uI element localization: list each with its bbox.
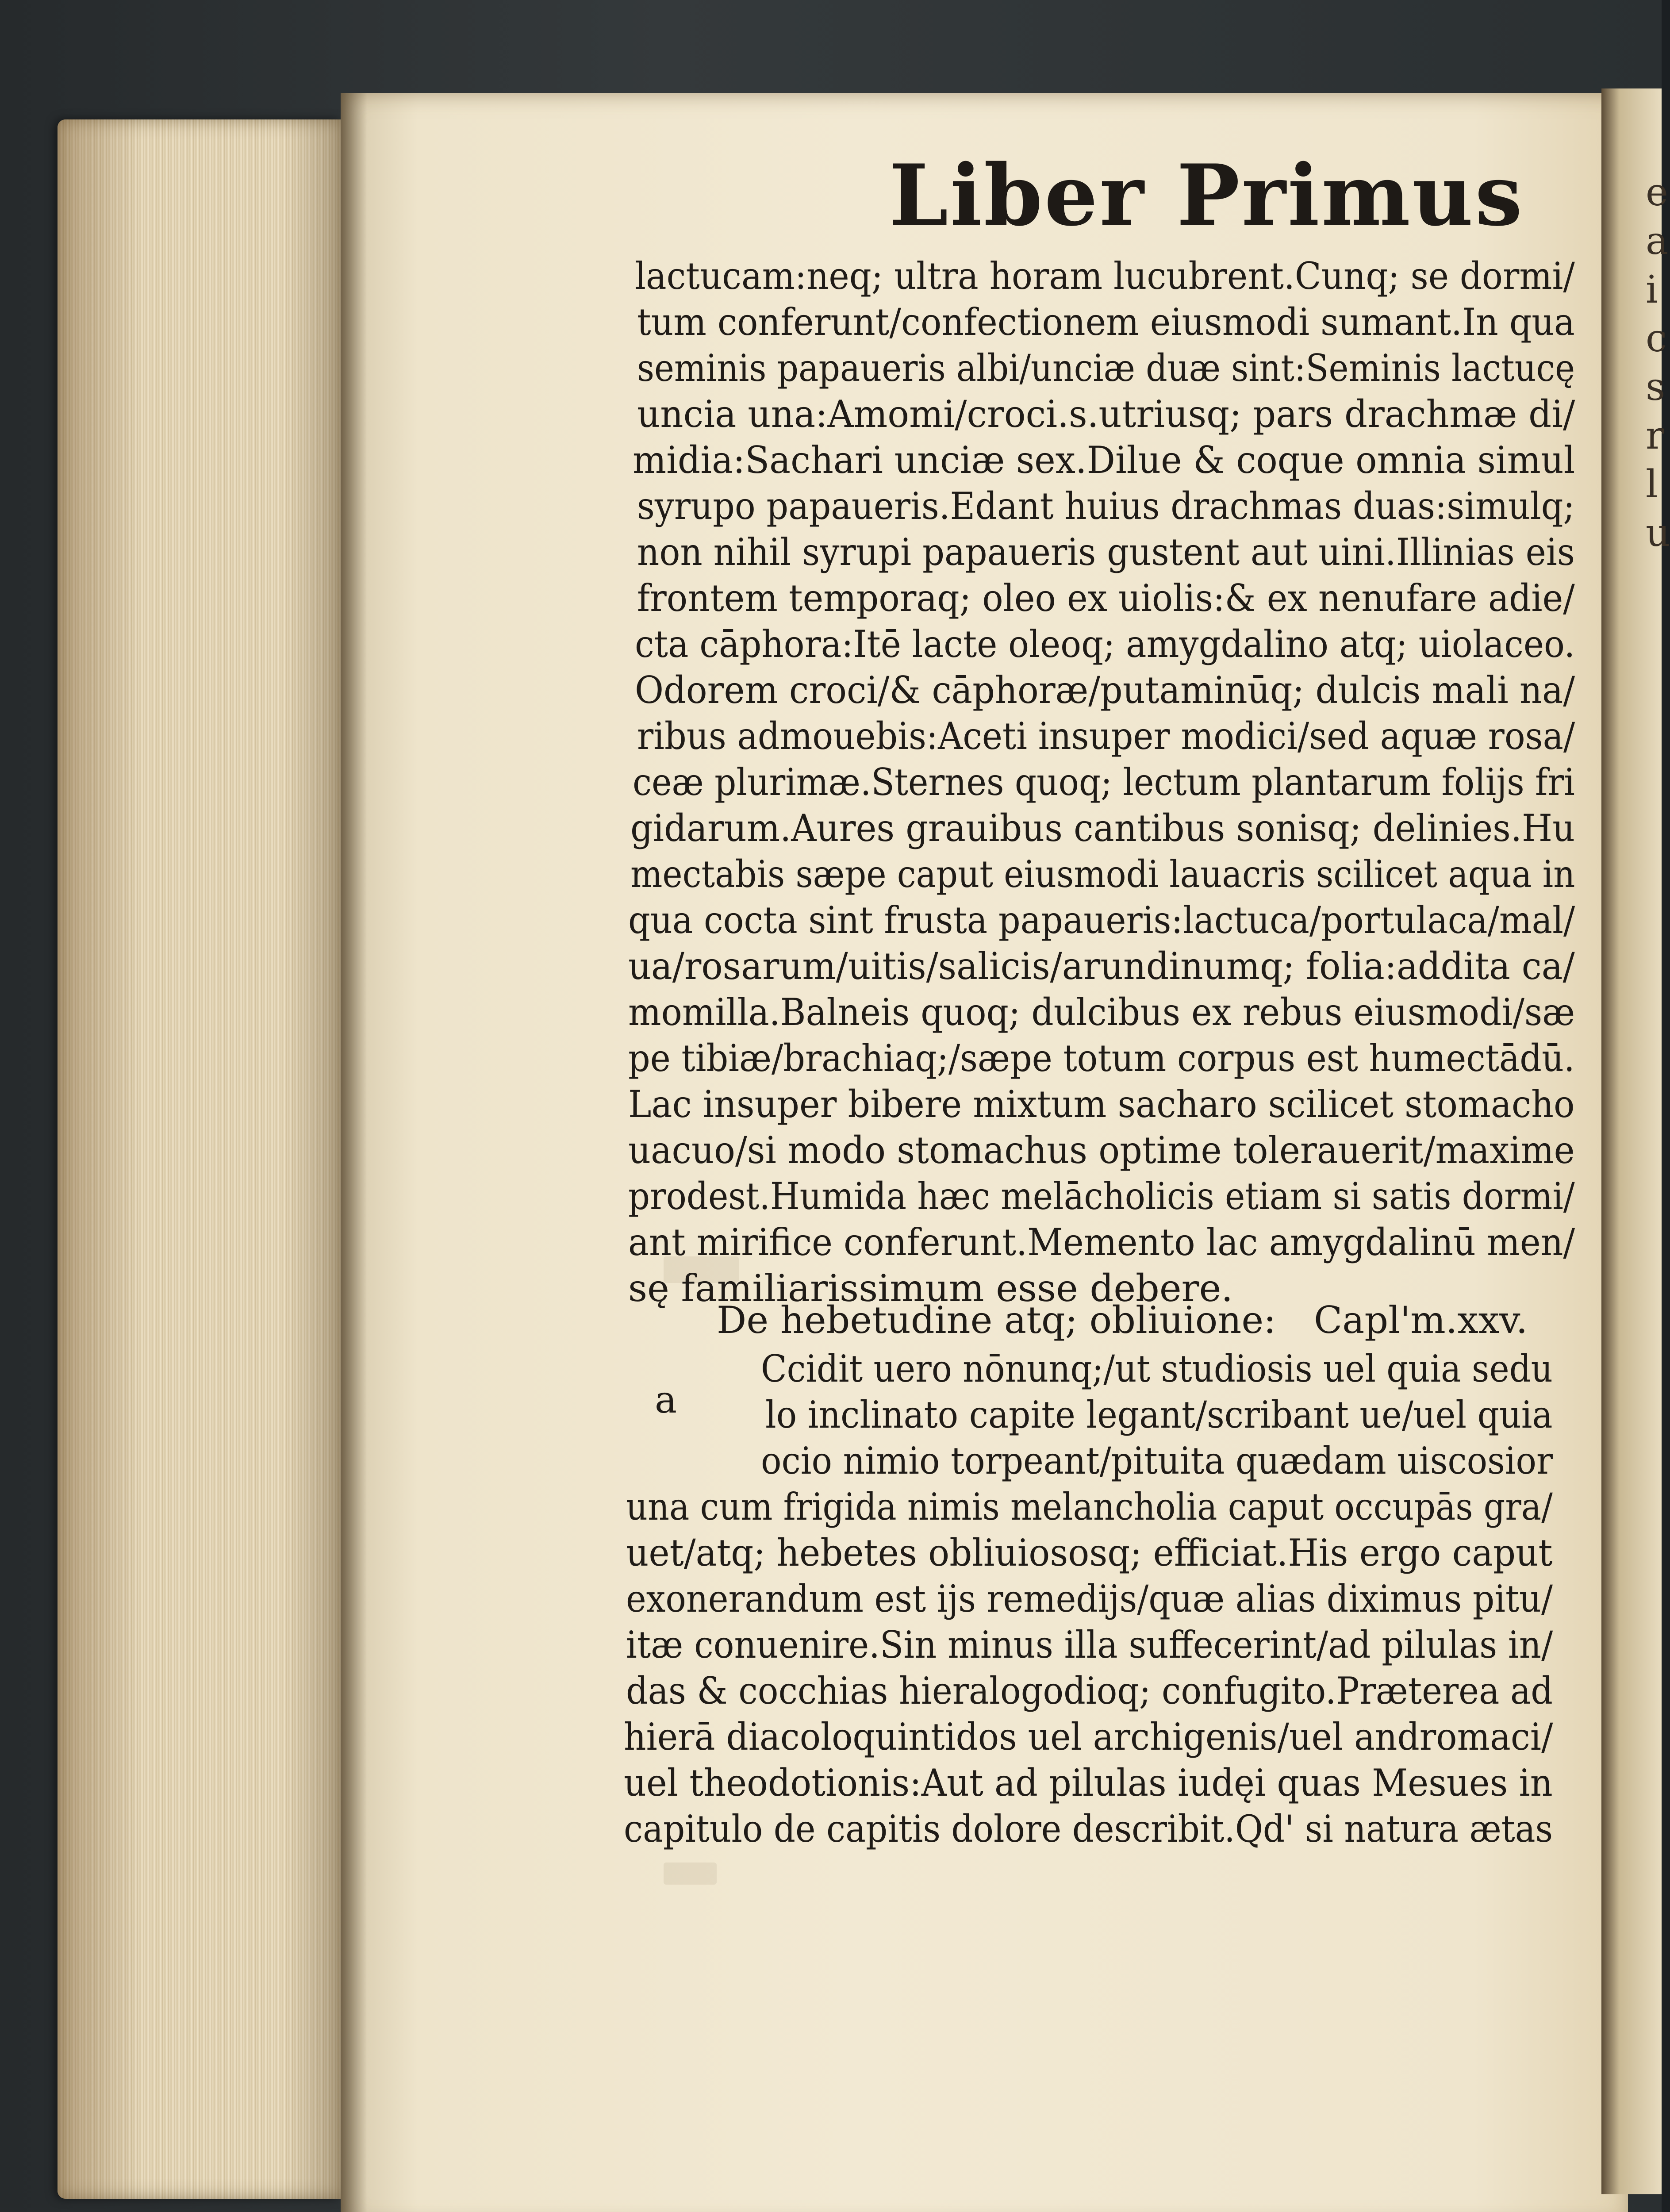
text-line: exonerandum est ijs remedijs/quæ alias diximus pitu/ xyxy=(626,1577,1553,1621)
text-line: non nihil syrupi papaueris gustent aut uini.Illinias eis xyxy=(637,530,1575,574)
text-line: sę familiarissimum esse debere. xyxy=(628,1267,1233,1310)
text-line: capitulo de capitis dolore describit.Qd' si natura ætas xyxy=(624,1807,1553,1851)
text-line: itæ conuenire.Sin minus illa suffecerint/ad pilulas in/ xyxy=(626,1623,1553,1667)
text-line: ua/rosarum/uitis/salicis/arundinumq; folia:addita ca/ xyxy=(628,945,1575,988)
text-line: lo inclinato capite legant/scribant ue/uel quia xyxy=(765,1393,1553,1436)
page-stack-shading xyxy=(58,119,341,2199)
text-line: Ccidit uero nōnunq;/ut studiosis uel quia sedu xyxy=(761,1347,1553,1390)
left-page-stack xyxy=(58,119,341,2199)
text-line: ribus admouebis:Aceti insuper modici/sed aquæ rosa/ xyxy=(637,714,1575,758)
text-line: hierā diacoloquintidos uel archigenis/uel andromaci/ xyxy=(624,1715,1553,1759)
text-line: Odorem croci/& cāphoræ/putaminūq; dulcis mali na/ xyxy=(635,668,1575,712)
text-line: gidarum.Aures grauibus cantibus sonisq; delinies.Hu xyxy=(630,806,1575,850)
text-line: seminis papaueris albi/unciæ duæ sint:Seminis lactucę xyxy=(637,346,1575,390)
text-line: qua cocta sint frusta papaueris:lactuca/portulaca/mal/ xyxy=(628,899,1575,942)
right-page-fragment: a xyxy=(1646,219,1669,263)
text-line: midia:Sachari unciæ sex.Dilue & coque omnia simul xyxy=(633,438,1575,482)
chapter-heading: De hebetudine atq; obliuione: xyxy=(717,1298,1276,1342)
text-line: uacuo/si modo stomachus optime tolerauerit/maxime xyxy=(628,1129,1575,1172)
text-line: cta cāphora:Itē lacte oleoq; amygdalino atq; uiolaceo. xyxy=(635,622,1575,666)
marginal-letter: a xyxy=(655,1378,677,1421)
text-line: das & cocchias hieralogodioq; confugito.Præterea ad xyxy=(626,1669,1553,1713)
text-line: ceæ plurimæ.Sternes quoq; lectum plantarum folijs fri xyxy=(633,760,1575,804)
right-page-fragment: r xyxy=(1646,414,1664,458)
text-line: momilla.Balneis quoq; dulcibus ex rebus eiusmodi/sæ xyxy=(628,991,1575,1034)
right-page-fragment: i xyxy=(1646,268,1658,312)
text-line: una cum frigida nimis melancholia caput occupās gra/ xyxy=(626,1485,1553,1528)
text-line: uel theodotionis:Aut ad pilulas iudęi quas Mesues in xyxy=(624,1761,1553,1805)
text-line: Lac insuper bibere mixtum sacharo scilicet stomacho xyxy=(628,1083,1575,1126)
chapter-number: Capl'm.xxv. xyxy=(1314,1298,1528,1342)
show-through-mark xyxy=(664,1863,717,1885)
right-page-fragment: c xyxy=(1646,316,1667,361)
gutter-shadow xyxy=(341,93,367,2212)
text-line: pe tibiæ/brachiaq;/sæpe totum corpus est humectādū. xyxy=(628,1037,1575,1080)
right-page-fragment: e xyxy=(1646,170,1668,215)
text-line: frontem temporaq; oleo ex uiolis:& ex nenufare adie/ xyxy=(637,576,1575,620)
text-line: tum conferunt/confectionem eiusmodi sumant.In qua xyxy=(637,300,1575,344)
right-page-text-fragments xyxy=(1646,168,1670,557)
right-page-fragment: s xyxy=(1646,365,1666,409)
text-line: ocio nimio torpeant/pituita quædam uiscosior xyxy=(761,1439,1553,1482)
running-head: Liber Primus xyxy=(889,146,1524,245)
text-line: syrupo papaueris.Edant huius drachmas duas:simulq; xyxy=(637,484,1575,528)
text-line: uncia una:Amomi/croci.s.utriusq; pars drachmæ di/ xyxy=(637,392,1575,436)
text-line: prodest.Humida hæc melācholicis etiam si satis dormi/ xyxy=(628,1175,1575,1218)
text-line: mectabis sæpe caput eiusmodi lauacris scilicet aqua in xyxy=(630,853,1575,896)
text-line: lactucam:neq; ultra horam lucubrent.Cunq; se dormi/ xyxy=(635,254,1575,298)
right-page-fragment: l xyxy=(1646,462,1658,507)
right-page-fragment: u xyxy=(1646,511,1670,555)
text-line: ant mirifice conferunt.Memento lac amygdalinū men/ xyxy=(628,1221,1575,1264)
text-line: uet/atq; hebetes obliuiososq; efficiat.His ergo caput xyxy=(626,1531,1553,1575)
